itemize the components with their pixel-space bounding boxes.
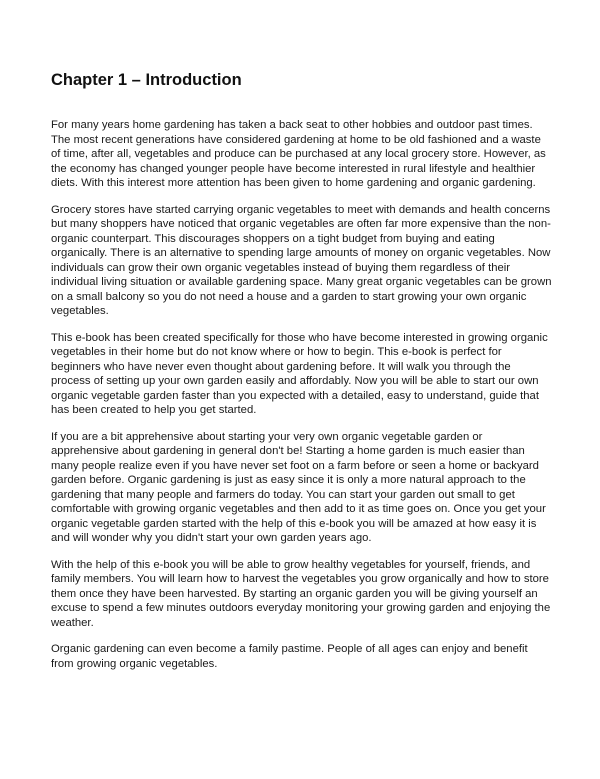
paragraph-2: Grocery stores have started carrying organic vegetables to meet with demands and health concerns but many shoppers have noticed that organic vegetables are often far more expensive than the non-organic counterpart. This discourages shoppers on a tight budget from buying and eating organically. There is an alternative to spending large amounts of money on organic vegetables. Now individuals can grow their own organic vegetables instead of buying them regardless of their individual living situation or available gardening space. Many great organic vegetables can be grown on a small balcony so you do not need a house and a garden to start growing your own organic vegetables. <box>51 203 552 317</box>
paragraph-6: Organic gardening can even become a family pastime. People of all ages can enjoy and benefit from growing organic vegetables. <box>51 643 528 670</box>
chapter-title: Chapter 1 – Introduction <box>51 71 242 89</box>
paragraph-4: If you are a bit apprehensive about starting your very own organic vegetable garden or apprehensive about gardening in general don't be! Starting a home garden is much easier than many people realize even if you have never set foot on a farm before or seen a home or backyard garden before. Organic gardening is just as easy since it is only a more natural approach to the gardening that many people and farmers do today. You can start your garden out small to get comfortable with growing organic vegetables and then add to it as time goes on. Once you get your organic vegetable garden started with the help of this e-book you will be amazed at how easy it is and will wonder why you didn't start your own garden years ago. <box>51 430 546 544</box>
document-body <box>51 118 552 671</box>
paragraph-3: This e-book has been created specifically for those who have become interested in growing organic vegetables in their home but do not know where or how to begin. This e-book is perfect for beginners who have never even thought about gardening before. It will walk you through the process of setting up your own garden easily and affordably. Now you will be able to start our own organic vegetable garden faster than you expected with a detailed, easy to understand, guide that has been created to help you get started. <box>51 331 548 416</box>
paragraph-1: For many years home gardening has taken a back seat to other hobbies and outdoor past times. The most recent generations have considered gardening at home to be old fashioned and a waste of time, after all, vegetables and produce can be purchased at any local grocery store. However, as the economy has changed younger people have become interested in rural lifestyle and healthier diets. With this interest more attention has been given to home gardening and organic gardening. <box>51 119 546 189</box>
paragraph-5: With the help of this e-book you will be able to grow healthy vegetables for yourself, friends, and family members. You will learn how to harvest the vegetables you grow organically and how to store them once they have been harvested. By starting an organic garden you will be giving yourself an excuse to spend a few minutes outdoors everyday monitoring your growing garden and enjoying the weather. <box>51 558 551 629</box>
